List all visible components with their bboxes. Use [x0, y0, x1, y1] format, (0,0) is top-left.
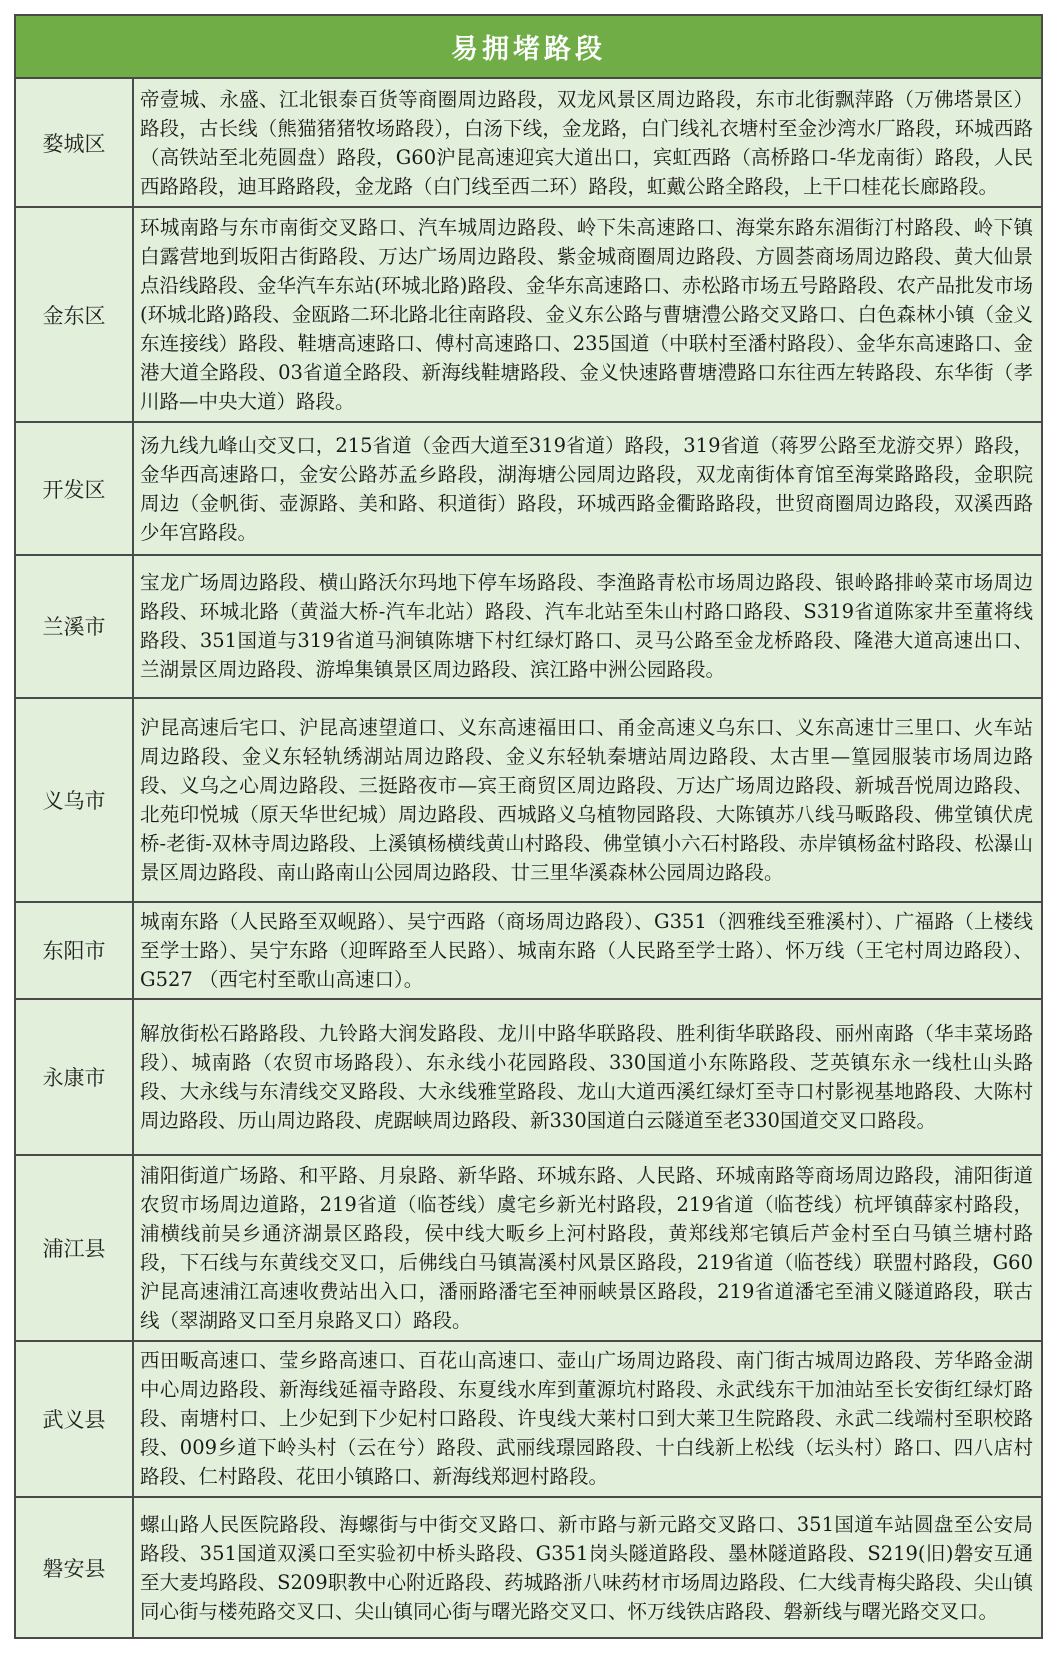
title-row: [15, 15, 1042, 78]
region-segments: 城南东路（人民路至双岘路）、吴宁西路（商场周边路段）、G351（泗雅线至雅溪村）、广福路（上楼线至学士路）、吴宁东路（迎晖路至人民路）、城南东路（人民路至学士路）、怀万线（王宅村周边路段）、G527 （西宅村至歌山高速口）。: [133, 902, 1042, 999]
region-segments: 浦阳街道广场路、和平路、月泉路、新华路、环城东路、人民路、环城南路等商场周边路段，浦阳街道农贸市场周边道路，219省道（临苍线）虞宅乡新光村路段，219省道（临苍线）杭坪镇薛家村路段，浦横线前吴乡通济湖景区路段，侯中线大畈乡上河村路段，黄郑线郑宅镇后芦金村至白马镇兰塘村路段，下石线与东黄线交叉口，后佛线白马镇嵩溪村风景区路段，219省道（临苍线）联盟村路段，G60沪昆高速浦江高速收费站出入口，潘丽路潘宅至神丽峡景区路段，219省道潘宅至浦义隧道路段，联古线（翠湖路叉口至月泉路叉口）路段。: [133, 1155, 1042, 1341]
region-name: 金东区: [15, 207, 133, 422]
table-row: [15, 999, 1042, 1155]
table-row: [15, 207, 1042, 422]
congestion-table-page: [14, 14, 1043, 1639]
region-name: 浦江县: [15, 1155, 133, 1341]
table-row: [15, 1341, 1042, 1497]
table-row: [15, 698, 1042, 902]
table-row: [15, 902, 1042, 999]
table-row: [15, 1497, 1042, 1638]
region-name: 永康市: [15, 999, 133, 1155]
region-name: 东阳市: [15, 902, 133, 999]
region-name: 磐安县: [15, 1497, 133, 1638]
region-segments: 螺山路人民医院路段、海螺街与中街交叉路口、新市路与新元路交叉路口、351国道车站圆盘至公安局路段、351国道双溪口至实验初中桥头路段、G351岗头隧道路段、墨林隧道路段、S219(旧)磐安互通至大麦坞路段、S209职教中心附近路段、药城路浙八味药材市场周边路段、仁大线青梅尖路段、尖山镇同心街与楼苑路交叉口、尖山镇同心街与曙光路交叉口、怀万线铁店路段、磐新线与曙光路交叉口。: [133, 1497, 1042, 1638]
region-segments: 宝龙广场周边路段、横山路沃尔玛地下停车场路段、李渔路青松市场周边路段、银岭路排岭菜市场周边路段、环城北路（黄溢大桥-汽车北站）路段、汽车北站至朱山村路口路段、S319省道陈家井至董将线路段、351国道与319省道马涧镇陈塘下村红绿灯路口、灵马公路至金龙桥路段、隆港大道高速出口、兰湖景区周边路段、游埠集镇景区周边路段、滨江路中洲公园路段。: [133, 555, 1042, 698]
region-segments: 环城南路与东市南街交叉路口、汽车城周边路段、岭下朱高速路口、海棠东路东湄街汀村路段、岭下镇白露营地到坂阳古街路段、万达广场周边路段、紫金城商圈周边路段、方圆荟商场周边路段、黄大仙景点沿线路段、金华汽车东站(环城北路)路段、金华东高速路口、赤松路市场五号路路段、农产品批发市场(环城北路)路段、金瓯路二环北路北往南路段、金义东公路与曹塘澧公路交叉路口、白色森林小镇（金义东连接线）路段、鞋塘高速路口、傅村高速路口、235国道（中联村至潘村路段）、金华东高速路口、金港大道全路段、03省道全路段、新海线鞋塘路段、金义快速路曹塘澧路口东往西左转路段、东华街（孝川路—中央大道）路段。: [133, 207, 1042, 422]
table-row: [15, 1155, 1042, 1341]
region-segments: 沪昆高速后宅口、沪昆高速望道口、义东高速福田口、甬金高速义乌东口、义东高速廿三里口、火车站周边路段、金义东轻轨绣湖站周边路段、金义东轻轨秦塘站周边路段、太古里—篁园服装市场周边路段、义乌之心周边路段、三挺路夜市—宾王商贸区周边路段、万达广场周边路段、新城吾悦周边路段、北苑印悦城（原天华世纪城）周边路段、西城路义乌植物园路段、大陈镇苏八线马畈路段、佛堂镇伏虎桥-老街-双林寺周边路段、上溪镇杨横线黄山村路段、佛堂镇小六石村路段、赤岸镇杨盆村路段、松瀑山景区周边路段、南山路南山公园周边路段、廿三里华溪森林公园周边路段。: [133, 698, 1042, 902]
table-row: [15, 422, 1042, 555]
region-segments: 帝壹城、永盛、江北银泰百货等商圈周边路段，双龙风景区周边路段，东市北街飘萍路（万佛塔景区）路段，古长线（熊猫猪猪牧场路段），白汤下线，金龙路，白门线礼衣塘村至金沙湾水厂路段，环城西路（高铁站至北苑圆盘）路段，G60沪昆高速迎宾大道出口，宾虹西路（高桥路口-华龙南街）路段，人民西路路段，迪耳路路段，金龙路（白门线至西二环）路段，虹戴公路全路段，上干口桂花长廊路段。: [133, 78, 1042, 207]
region-segments: 汤九线九峰山交叉口，215省道（金西大道至319省道）路段，319省道（蒋罗公路至龙游交界）路段，金华西高速路口，金安公路苏孟乡路段，湖海塘公园周边路段，双龙南街体育馆至海棠路路段，金职院周边（金帆街、壶源路、美和路、积道街）路段，环城西路金衢路路段，世贸商圈周边路段，双溪西路少年宫路段。: [133, 422, 1042, 555]
table-row: [15, 555, 1042, 698]
table-row: [15, 78, 1042, 207]
region-name: 兰溪市: [15, 555, 133, 698]
region-name: 婺城区: [15, 78, 133, 207]
region-name: 开发区: [15, 422, 133, 555]
region-name: 武义县: [15, 1341, 133, 1497]
table-title: 易拥堵路段: [15, 15, 1042, 78]
region-name: 义乌市: [15, 698, 133, 902]
congestion-table: [14, 14, 1043, 1639]
region-segments: 解放街松石路路段、九铃路大润发路段、龙川中路华联路段、胜利街华联路段、丽州南路（华丰菜场路段）、城南路（农贸市场路段）、东永线小花园路段、330国道小东陈路段、芝英镇东永一线杜山头路段、大永线与东清线交叉路段、大永线雅堂路段、龙山大道西溪红绿灯至寺口村影视基地路段、大陈村周边路段、历山周边路段、虎踞峡周边路段、新330国道白云隧道至老330国道交叉口路段。: [133, 999, 1042, 1155]
region-segments: 西田畈高速口、莹乡路高速口、百花山高速口、壶山广场周边路段、南门街古城周边路段、芳华路金湖中心周边路段、新海线延福寺路段、东夏线水库到董源坑村路段、永武线东干加油站至长安街红绿灯路段、南塘村口、上少妃到下少妃村口路段、许曳线大莱村口到大莱卫生院路段、永武二线端村至职校路段、009乡道下岭头村（云在兮）路段、武丽线璟园路段、十白线新上松线（坛头村）路口、四八店村路段、仁村路段、花田小镇路口、新海线郑迥村路段。: [133, 1341, 1042, 1497]
